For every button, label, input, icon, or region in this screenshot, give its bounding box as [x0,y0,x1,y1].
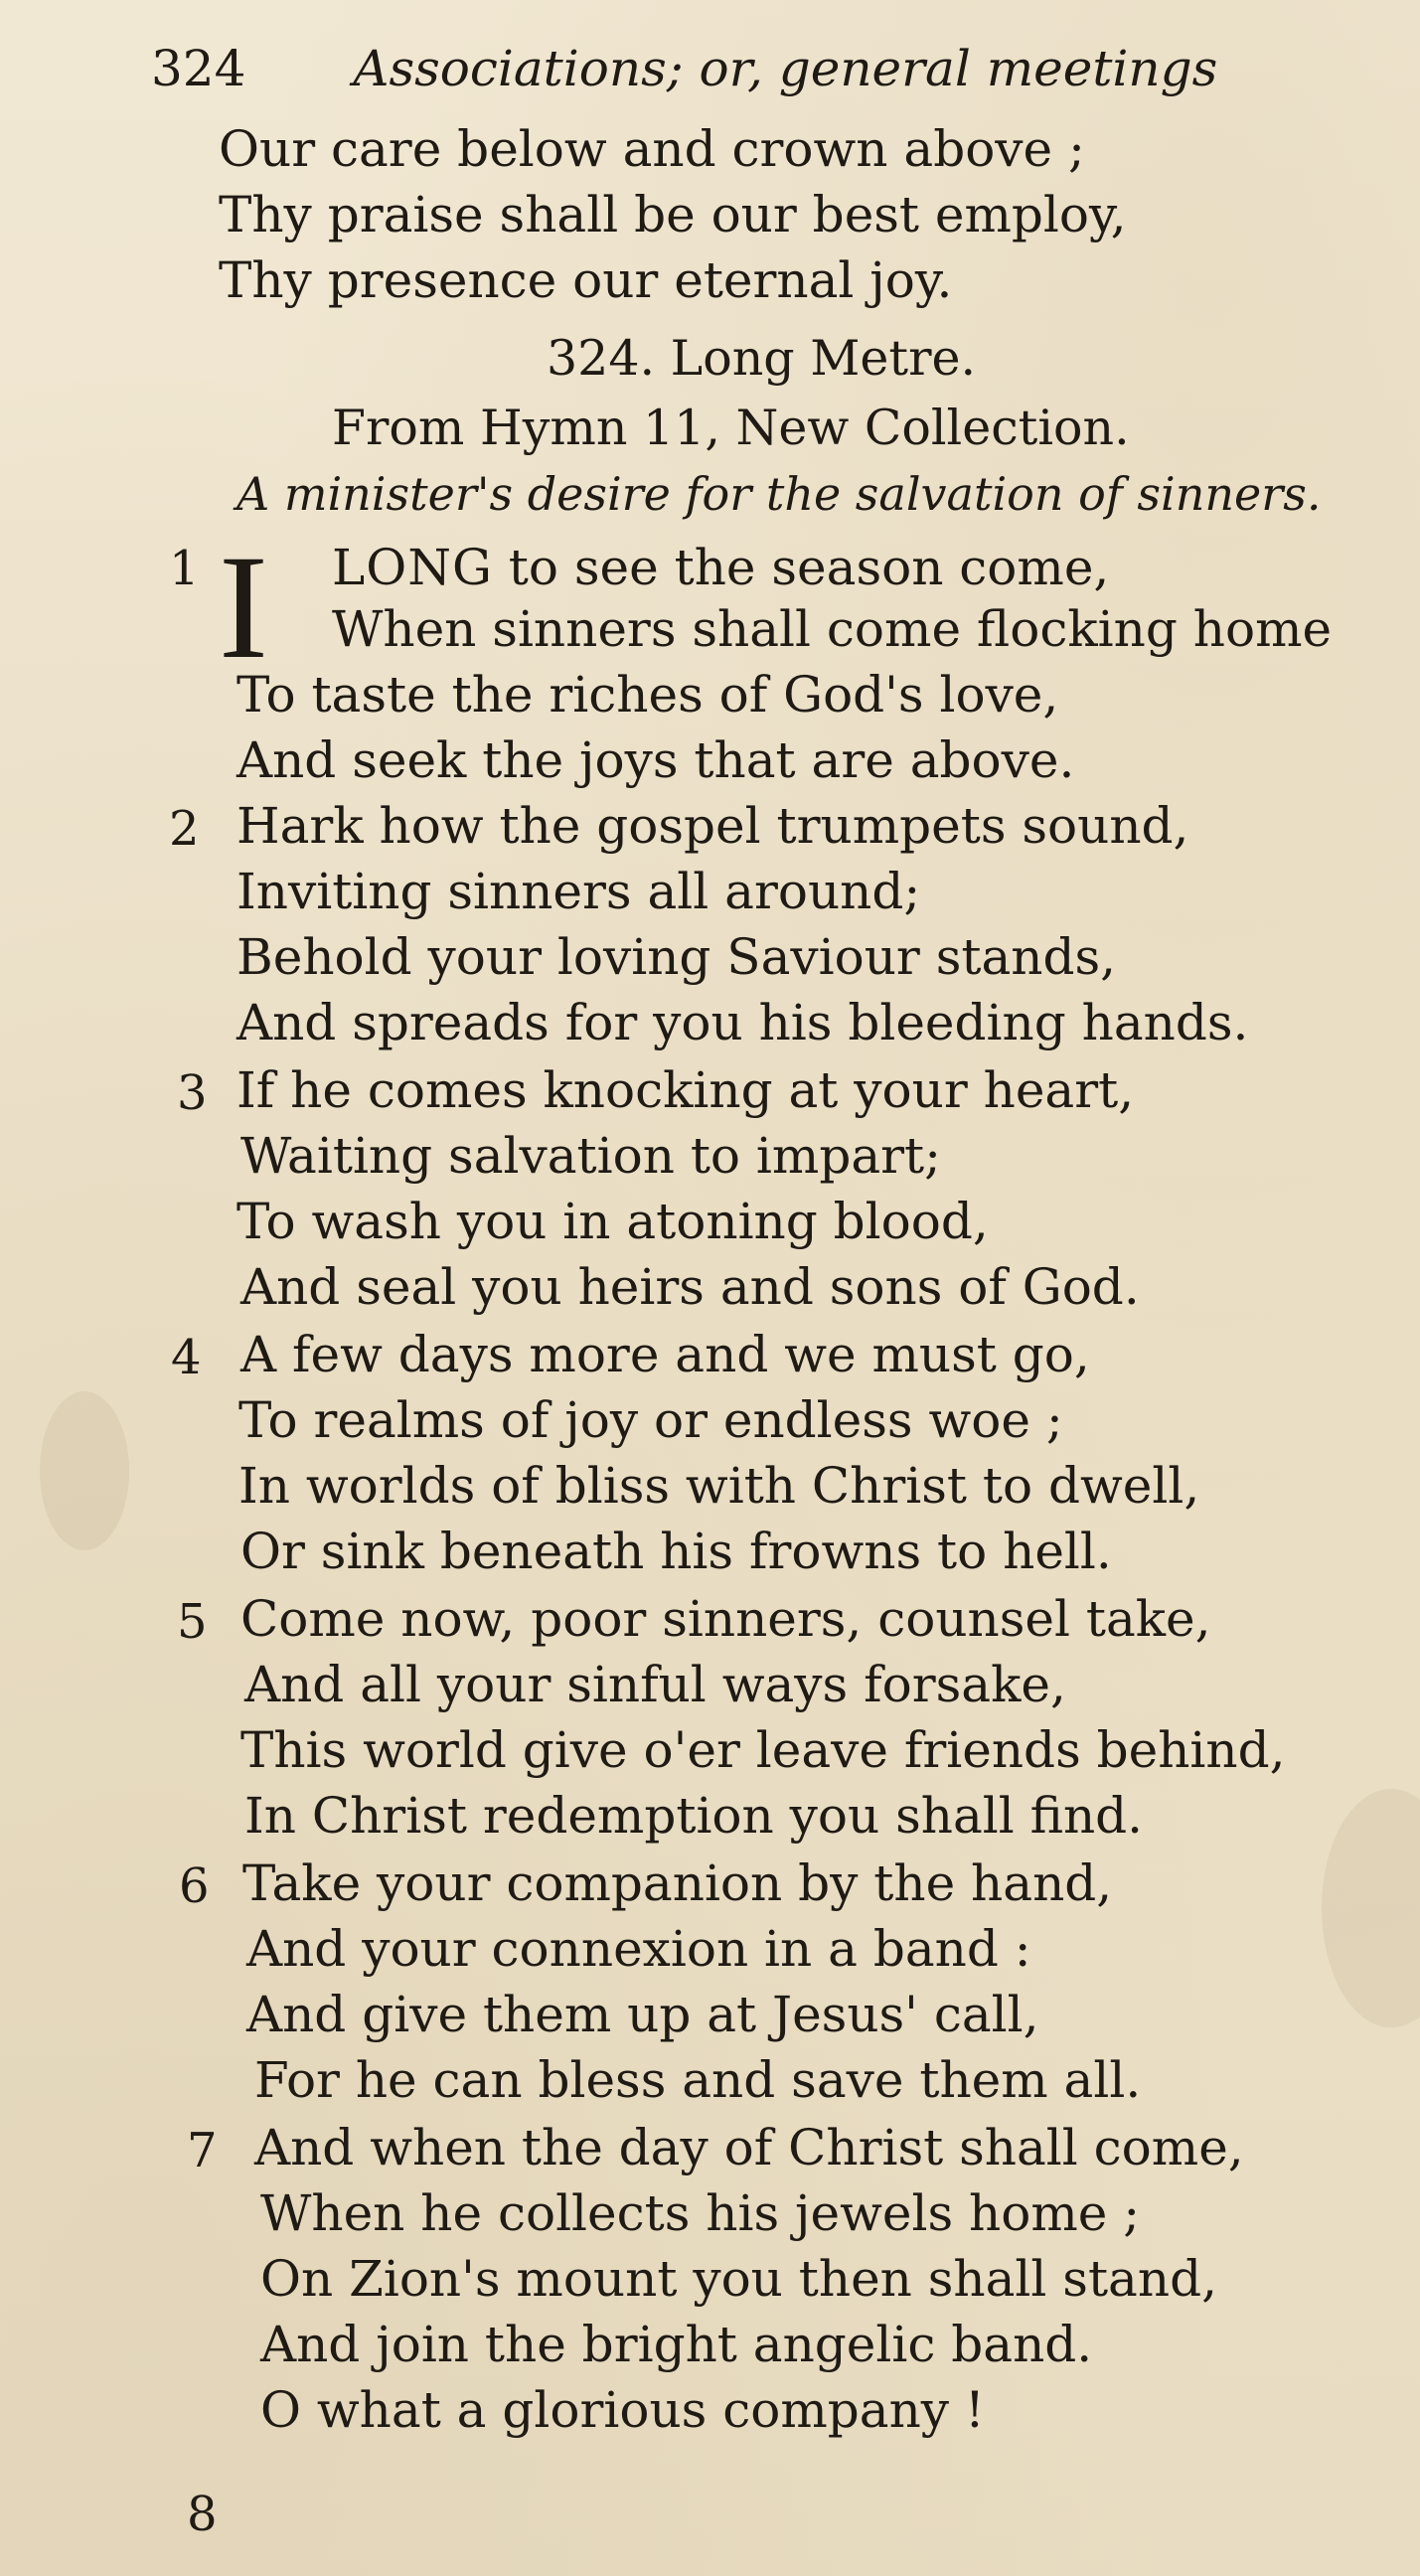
stanza-number: 5 [177,1594,208,1650]
paper-stain [40,1391,129,1550]
stanza-number: 7 [187,2123,218,2178]
hymn-line: And spreads for you his bleeding hands. [237,994,1249,1051]
preceding-line: Our care below and crown above ; [219,120,1085,178]
hymn-line: Or sink beneath his frowns to hell. [240,1523,1112,1580]
hymn-line: Behold your loving Saviour stands, [237,928,1117,986]
hymn-line: For he can bless and save them all. [254,2051,1142,2109]
hymn-line: And all your sinful ways forsake, [244,1656,1066,1713]
hymn-number-metre: 324. Long Metre. [547,330,977,387]
preceding-line: Thy presence our eternal joy. [219,251,953,309]
hymn-line: And seek the joys that are above. [237,731,1075,789]
hymn-line: When he collects his jewels home ; [260,2184,1141,2242]
hymn-subtitle: A minister's desire for the salvation of sinners. [237,467,1322,521]
hymn-line: And seal you heirs and sons of God. [240,1258,1140,1316]
hymn-line: A few days more and we must go, [240,1326,1090,1383]
running-head-title: Associations; or, general meetings [353,40,1218,97]
stanza-number: 8 [187,2487,218,2542]
paper-stain [1322,1789,1420,2027]
first-line-caps: LONG [332,539,493,596]
hymn-line: In worlds of bliss with Christ to dwell, [238,1457,1200,1515]
first-line-text: to see the season come, [492,539,1110,596]
hymn-line: To taste the riches of God's love, [237,666,1059,724]
hymn-line: Waiting salvation to impart; [240,1127,941,1185]
page-number: 324 [151,40,246,97]
hymn-line: Come now, poor sinners, counsel take, [240,1590,1211,1648]
stanza-number: 2 [169,801,200,857]
hymn-line: In Christ redemption you shall find. [244,1787,1144,1845]
hymn-source: From Hymn 11, New Collection. [332,400,1130,456]
stanza-number: 6 [179,1858,210,1914]
stanza-number: 3 [177,1065,208,1121]
hymn-line: If he comes knocking at your heart, [237,1061,1135,1119]
hymn-line: And give them up at Jesus' call, [246,1986,1039,2043]
stanza-number: 4 [171,1330,202,1385]
hymn-line: And when the day of Christ shall come, [254,2119,1244,2176]
hymn-line: When sinners shall come flocking home [332,600,1333,658]
hymn-line: Hark how the gospel trumpets sound, [237,797,1189,855]
hymn-line: To wash you in atoning blood, [237,1193,989,1250]
stanza-number: 1 [169,541,200,596]
running-head [151,40,1218,97]
hymn-line: Inviting sinners all around; [237,863,921,920]
hymn-line: O what a glorious company ! [260,2381,986,2439]
hymn-line: On Zion's mount you then shall stand, [260,2250,1217,2308]
hymn-line: This world give o'er leave friends behind, [240,1721,1286,1779]
hymn-line: To realms of joy or endless woe ; [238,1391,1063,1449]
drop-cap: I [219,525,268,690]
first-line [332,539,1109,596]
hymn-line: And join the bright angelic band. [260,2316,1093,2373]
preceding-line: Thy praise shall be our best employ, [219,186,1127,243]
hymn-line: Take your companion by the hand, [242,1854,1113,1912]
hymn-line: And your connexion in a band : [246,1920,1031,1978]
